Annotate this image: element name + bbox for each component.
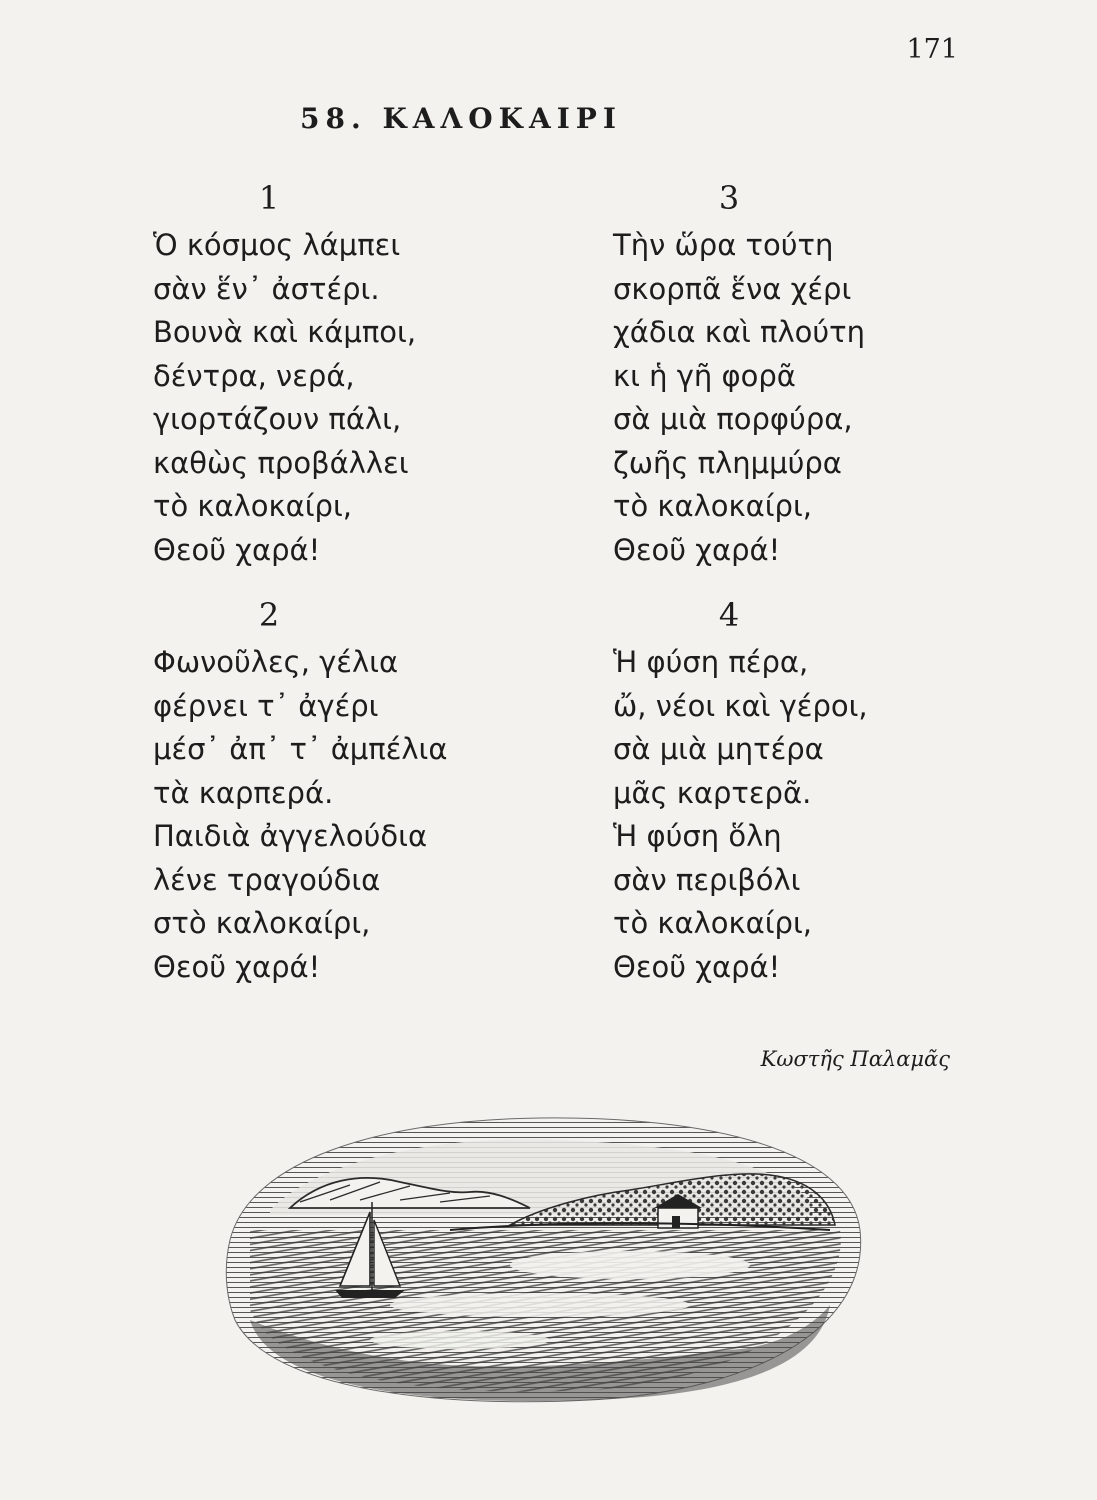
stanza-2 (153, 595, 513, 989)
verse-line: Παιδιὰ ἀγγελούδια (153, 819, 428, 853)
seaside-engraving-icon (210, 1090, 870, 1420)
stanza-number: 3 (718, 179, 740, 217)
verse-line: φέρνει τ᾽ ἀγέρι (153, 688, 379, 723)
verse-line: χάδια καὶ πλούτη (613, 315, 865, 349)
verse-line: τὸ καλοκαίρι, (153, 489, 352, 523)
verse-line: Θεοῦ χαρά! (613, 532, 781, 567)
verse-line: Τὴν ὥρα τούτη (613, 228, 834, 262)
stanza-3 (613, 178, 973, 572)
verse-line: δέντρα, νερά, (153, 358, 355, 393)
verse-line: Θεοῦ χαρά! (613, 949, 781, 984)
stanza-4 (613, 595, 973, 989)
verse-line: σὰν ἕν᾽ ἀστέρι. (153, 271, 380, 306)
verse-line: Θεοῦ χαρά! (153, 949, 321, 984)
author-signature: Κωστῆς Παλαμᾶς (760, 1047, 950, 1071)
verse-line: Θεοῦ χαρά! (153, 532, 321, 567)
verse-line: τὰ καρπερά. (153, 775, 334, 810)
verse-line: Βουνὰ καὶ κάμποι, (153, 315, 417, 349)
verse-line: τὸ καλοκαίρι, (613, 489, 812, 523)
poem-title: 58. ΚΑΛΟΚΑΙΡΙ (300, 102, 622, 135)
verse-line: σὰ μιὰ μητέρα (613, 732, 824, 766)
verse-line: σὰ μιὰ πορφύρα, (613, 402, 853, 436)
verse-line: ζωῆς πλημμύρα (613, 445, 842, 480)
verse-line: Φωνοῦλες, γέλια (153, 645, 399, 679)
verse-line: Ἡ φύση ὅλη (613, 819, 782, 853)
page-number: 171 (906, 34, 958, 65)
verse-line: Ὁ κόσμος λάμπει (153, 228, 401, 262)
verse-line: στὸ καλοκαίρι, (153, 906, 371, 940)
verse-line: σὰν περιβόλι (613, 862, 801, 897)
verse-line: ὤ, νέοι καὶ γέροι, (613, 688, 868, 723)
stanza-number: 2 (258, 596, 280, 634)
verse-line: μέσ᾽ ἀπ᾽ τ᾽ ἀμπέλια (153, 732, 448, 766)
verse-line: μᾶς καρτερᾶ. (613, 775, 812, 810)
stanza-number: 4 (718, 596, 740, 634)
verse-line: τὸ καλοκαίρι, (613, 906, 812, 940)
verse-line: κι ἡ γῆ φορᾶ (613, 358, 796, 393)
stanza-1 (153, 178, 513, 572)
verse-line: Ἡ φύση πέρα, (613, 645, 809, 679)
verse-line: λένε τραγούδια (153, 862, 381, 897)
verse-line: καθὼς προβάλλει (153, 445, 409, 480)
stanza-number: 1 (258, 179, 280, 217)
verse-line: γιορτάζουν πάλι, (153, 402, 402, 436)
verse-line: σκορπᾶ ἕνα χέρι (613, 271, 852, 306)
